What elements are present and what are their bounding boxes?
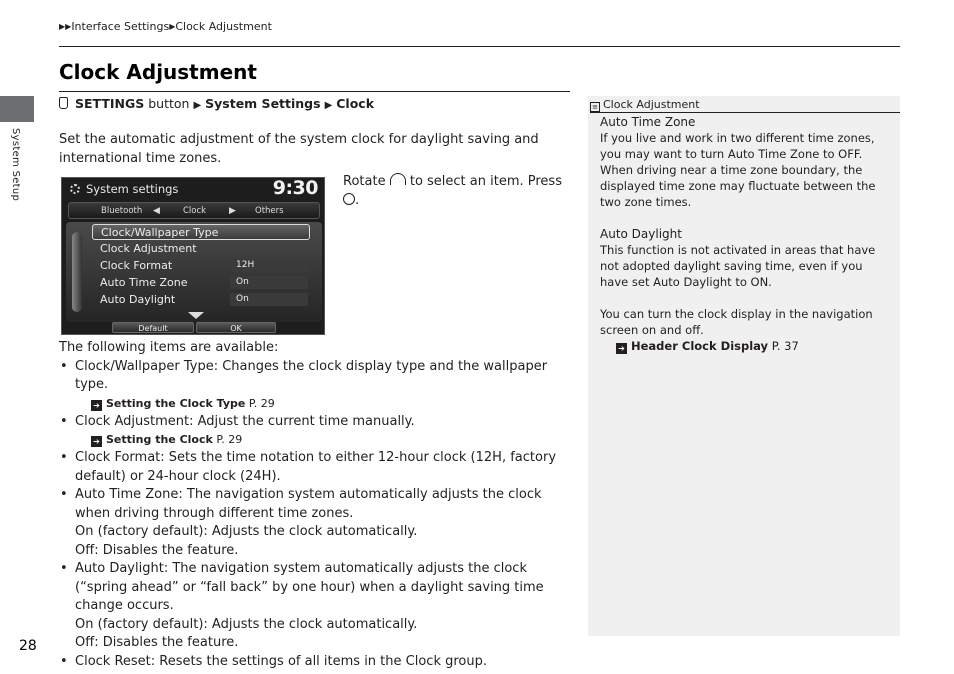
ref-page: P. 37 — [771, 339, 799, 353]
screen-row-clock-adjustment[interactable] — [92, 241, 310, 257]
note-term: Auto Time Zone — [727, 147, 820, 161]
screen-ok-button[interactable]: OK — [196, 322, 276, 333]
scroll-knob-icon — [72, 232, 82, 312]
intro-text: Set the automatic adjustment of the system clock for daylight saving and international time zones. — [59, 132, 539, 166]
screen-row-value: On — [230, 276, 308, 289]
tab-left-arrow-icon: ◀ — [153, 206, 160, 216]
rotate-text: Rotate — [343, 174, 386, 189]
screen-row-label: Auto Daylight — [100, 293, 176, 306]
note-paragraph: You can turn the clock display in the navigation screen on and off. — [600, 307, 873, 337]
item-term: Clock Format — [75, 450, 161, 465]
nav-system-settings: System Settings — [205, 96, 321, 111]
note-text: If you live and work in two different time zones, you may want to turn — [600, 131, 875, 161]
interface-dial-press-icon — [343, 193, 355, 205]
screen-title-text: System settings — [86, 182, 179, 196]
ref-title: Header Clock Display — [631, 339, 769, 353]
item-desc: : Adjust the current time manually. — [189, 413, 415, 429]
option-term: On — [75, 616, 94, 632]
option-off — [59, 542, 574, 561]
item-desc: : The navigation system automatically adjusts the clock (“spring ahead” or “fall back” by one hour) when a daylight saving time change occurs. — [75, 561, 544, 613]
note-term: ON — [750, 275, 769, 289]
item-value: 12H — [475, 450, 502, 465]
nav-arrow-icon: ▶ — [193, 100, 202, 111]
rotate-instruction — [343, 172, 568, 210]
item-desc: , factory default) or 24-hour clock ( — [75, 450, 557, 484]
sidebar-note — [588, 96, 900, 636]
option-off — [59, 634, 574, 653]
screen-row-auto-time-zone[interactable] — [92, 275, 310, 291]
screen-row-label: Clock Format — [100, 259, 173, 272]
rotate-text: . — [355, 193, 360, 208]
option-term: On — [75, 524, 94, 539]
item-term: Auto Daylight — [75, 561, 164, 576]
reference-arrow-icon: ➔ — [91, 400, 102, 411]
scroll-down-arrow-icon — [188, 312, 204, 319]
item-desc: ). — [271, 468, 281, 484]
sidebar-header — [590, 96, 900, 113]
item-desc: group. — [440, 653, 488, 669]
option-on — [59, 616, 574, 635]
interface-dial-rotate-icon — [390, 173, 406, 185]
screen-clock: 9:30 — [272, 177, 318, 199]
note-icon: ≡ — [590, 102, 600, 112]
option-desc: : Disables the feature. — [94, 542, 239, 558]
ref-page: P. 29 — [248, 396, 275, 410]
screen-tab-clock[interactable]: Clock — [183, 206, 207, 216]
note-heading: Auto Time Zone — [600, 115, 696, 129]
sidebar-header-text: Clock Adjustment — [603, 98, 700, 111]
home-button-icon — [59, 97, 68, 109]
note-paragraph — [600, 242, 892, 290]
cross-reference-link[interactable] — [59, 395, 574, 413]
item-value: 24H — [245, 468, 272, 484]
screen-row-label: Clock/Wallpaper Type — [101, 226, 219, 239]
screen-row-auto-daylight[interactable] — [92, 292, 310, 308]
list-item: • Clock Format: Sets the time notation to either 12-hour clock (12H, factory default) or 24-hour clock (24H). — [60, 450, 557, 484]
ref-page: P. 29 — [216, 433, 243, 446]
screen-default-button[interactable]: Default — [112, 322, 194, 333]
note-text: to — [731, 275, 751, 289]
nav-arrow-icon: ▶ — [324, 100, 333, 111]
note-text: to — [819, 147, 839, 161]
option-desc: (factory default): Adjusts the clock automatically. — [93, 524, 418, 539]
section-tab — [0, 96, 34, 122]
list-item: • Clock/Wallpaper Type: Changes the clock display type and the wallpaper type. — [60, 358, 548, 392]
note-term: OFF — [838, 147, 859, 161]
screen-menu-panel — [66, 222, 322, 322]
nav-settings: SETTINGS — [74, 96, 145, 111]
option-desc: : Disables the feature. — [94, 635, 239, 650]
reference-arrow-icon: ➔ — [616, 343, 627, 354]
ref-title: Setting the Clock — [106, 433, 213, 446]
rotate-text: to select an item. Press — [409, 174, 562, 189]
item-desc: : Resets the settings of all items in the — [150, 653, 406, 669]
reference-arrow-icon: ➔ — [91, 436, 102, 447]
note-heading: Auto Daylight — [600, 227, 682, 241]
nav-clock: Clock — [336, 96, 375, 111]
list-item: • Auto Daylight: The navigation system automatically adjusts the clock (“spring ahead” or “fall back” by one hour) when a daylight saving time change occurs. — [60, 561, 544, 613]
screen-row-clock-format[interactable] — [92, 258, 310, 274]
page-title: Clock Adjustment — [59, 60, 257, 84]
item-desc: : Changes the clock display type and the wallpaper type. — [75, 358, 548, 392]
section-tab-label: System Setup — [10, 128, 21, 202]
breadcrumb-current: Clock Adjustment — [175, 20, 272, 33]
note-term: Auto Daylight — [653, 275, 732, 289]
screen-tab-bluetooth[interactable]: Bluetooth — [101, 206, 143, 216]
gear-icon — [70, 184, 80, 194]
system-settings-screenshot — [61, 177, 325, 335]
sidebar-body — [600, 114, 892, 354]
breadcrumb-arrow-icon: ▶ — [169, 22, 176, 31]
screen-row-value: 12H — [230, 259, 308, 272]
screen-tab-others[interactable]: Others — [255, 206, 284, 216]
option-term: Off — [75, 542, 95, 558]
header-rule — [59, 46, 900, 47]
screen-row-label: Clock Adjustment — [100, 242, 197, 255]
breadcrumb-link-interface-settings[interactable]: Interface Settings — [71, 20, 170, 33]
list-item: • Auto Time Zone: The navigation system automatically adjusts the clock when driving through different time zones. — [60, 487, 542, 521]
note-text: . When driving near a time zone boundary, the displayed time zone may fluctuate between the two zone times. — [600, 147, 876, 209]
option-term: Off — [75, 635, 95, 650]
page-number: 28 — [19, 638, 37, 654]
screen-title — [70, 182, 178, 196]
nav-button-word: button — [148, 96, 190, 111]
option-desc: (factory default): Adjusts the clock automatically. — [93, 616, 418, 632]
note-paragraph — [600, 130, 892, 210]
navigation-path — [59, 96, 374, 111]
screen-row-clock-wallpaper-type[interactable] — [92, 224, 310, 240]
screen-tab-bar — [68, 202, 320, 219]
note-text: . — [768, 275, 772, 289]
item-term: Clock Reset — [75, 653, 151, 669]
title-rule — [59, 91, 570, 92]
list-item: • Clock Adjustment: Adjust the current time manually. — [60, 413, 415, 429]
cross-reference-link[interactable] — [600, 338, 892, 354]
item-term: Auto Time Zone — [75, 487, 179, 502]
item-desc: : The navigation system automatically adjusts the clock when driving through different time zones. — [75, 487, 542, 521]
option-on — [59, 523, 574, 542]
ref-title: Setting the Clock Type — [106, 396, 246, 410]
item-group: Clock — [405, 653, 441, 669]
breadcrumb-arrow-icon: ▶▶ — [59, 22, 72, 31]
item-term: Clock Adjustment — [75, 413, 190, 429]
screen-row-label: Auto Time Zone — [100, 276, 188, 289]
item-term: Clock/Wallpaper Type — [75, 358, 214, 374]
item-list — [59, 339, 574, 671]
screen-row-value: On — [230, 293, 308, 306]
cross-reference-link[interactable] — [59, 431, 574, 449]
tab-right-arrow-icon: ▶ — [229, 206, 236, 216]
list-intro: The following items are available: — [59, 340, 279, 355]
item-desc: : Sets the time notation to either 12-hour clock ( — [160, 450, 476, 465]
list-item: • Clock Reset: Resets the settings of all items in the Clock group. — [60, 653, 488, 669]
breadcrumb — [59, 20, 272, 33]
note-text: This function is not activated in areas that have not adopted daylight saving time, even if you have set — [600, 243, 876, 289]
